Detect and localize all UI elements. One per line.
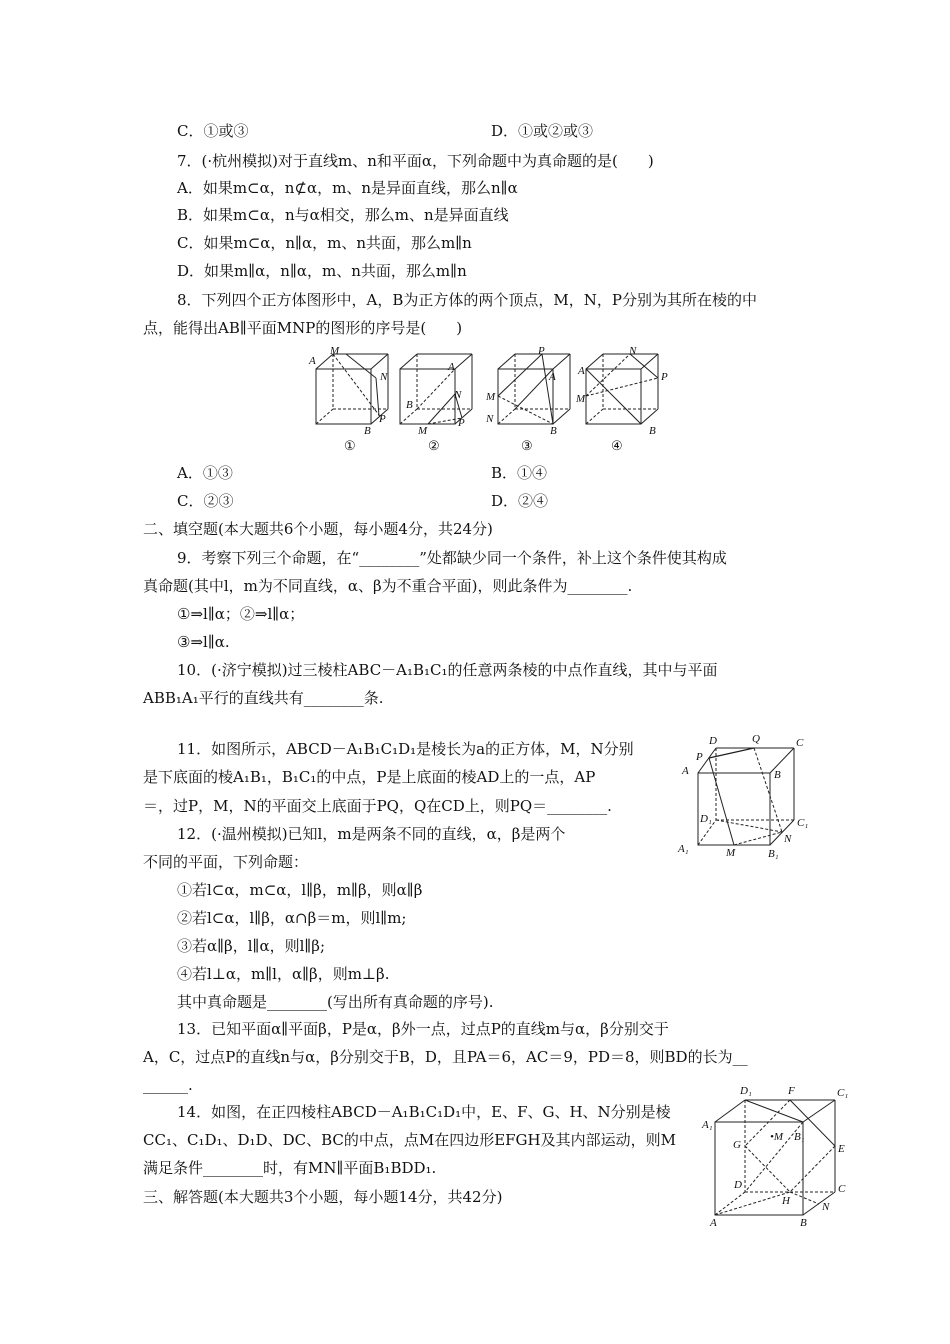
fig14-label: C [838, 1183, 846, 1195]
fig14-label: •M [770, 1131, 784, 1143]
fig14-label: B [800, 1217, 807, 1229]
q7-option-d: D．如果m∥α，n∥α，m、n共面，那么m∥n [177, 262, 467, 280]
fig14-label: G [733, 1139, 741, 1151]
q6-option-d: D．①或②或③ [491, 122, 594, 140]
fig11-label: N [784, 833, 792, 845]
q8-c3-label: P [538, 345, 545, 357]
q9-stem-1: 9．考察下列三个命题，在“________”处都缺少同一个条件，补上这个条件使其构成 [177, 549, 727, 567]
q14-prism-figure [700, 1080, 860, 1230]
q12-item-4: ④若l⊥α，m∥l，α∥β，则m⊥β. [177, 965, 390, 983]
fig14-label: D [734, 1179, 742, 1191]
q8-c3-label: N [486, 413, 494, 425]
fig11-label: C [796, 737, 804, 749]
q14-stem-3: 满足条件________时，有MN∥平面B₁BDD₁. [143, 1159, 437, 1177]
q13-stem-2: A，C，过点P的直线n与α，β分别交于B，D，且PA＝6，AC＝9，PD＝8，则BD的长为__ [143, 1048, 748, 1066]
q8-c4-number: ④ [611, 438, 623, 453]
fig14-label: F [788, 1085, 795, 1097]
q8-c4-label: N [629, 345, 637, 357]
fig11-label: C₁ [797, 817, 809, 829]
q9-items-2: ③⇒l∥α. [177, 633, 230, 651]
q11-stem-3: ＝，过P，M，N的平面交上底面于PQ，Q在CD上，则PQ＝________. [143, 797, 612, 815]
q10-stem-1: 10．(·济宁模拟)过三棱柱ABC－A₁B₁C₁的任意两条棱的中点作直线，其中与平面 [177, 661, 718, 679]
fig11-label: B [774, 769, 781, 781]
q7-option-c: C．如果m⊂α，n∥α，m、n共面，那么m∥n [177, 234, 472, 252]
q13-stem-3: ______. [143, 1076, 193, 1094]
q8-c4-label: B [649, 425, 656, 437]
q8-option-d: D．②④ [491, 492, 549, 510]
q8-c3-number: ③ [521, 438, 533, 453]
q11-stem-2: 是下底面的棱A₁B₁，B₁C₁的中点，P是上底面的棱AD上的一点，AP [143, 768, 596, 786]
q8-c1-label: M [330, 345, 340, 357]
q9-items-1: ①⇒l∥α；②⇒l∥α； [177, 605, 305, 623]
q8-c2-number: ② [428, 438, 440, 453]
q8-c1-label: A [309, 355, 316, 367]
q8-c1-label: P [379, 413, 386, 425]
q8-c2-label: M [418, 425, 428, 437]
q8-c1-number: ① [344, 438, 356, 453]
q7-option-a: A．如果m⊂α，n⊄α，m、n是异面直线，那么n∥α [177, 179, 518, 197]
q8-c4-label: A [578, 365, 585, 377]
fig14-label: C₁ [837, 1087, 849, 1099]
fig11-label: M [726, 847, 736, 859]
q8-c3-label: A [549, 371, 556, 383]
fig11-label: P [696, 751, 703, 763]
fig11-label: A₁ [678, 843, 689, 855]
fig11-label: A [682, 765, 689, 777]
q8-c1-label: N [380, 371, 388, 383]
q8-option-c: C．②③ [177, 492, 234, 510]
q9-stem-2: 真命题(其中l，m为不同直线，α、β为不重合平面)，则此条件为________. [143, 577, 633, 595]
q8-stem-1: 8．下列四个正方体图形中，A，B为正方体的两个顶点，M，N，P分别为其所在棱的中 [177, 291, 757, 309]
q10-stem-2: ABB₁A₁平行的直线共有________条. [143, 689, 384, 707]
q8-cubes-figure [306, 342, 676, 454]
fig11-label: B₁ [768, 848, 779, 860]
q8-stem-2: 点，能得出AB∥平面MNP的图形的序号是( ) [143, 319, 463, 337]
section-2-heading: 二、填空题(本大题共6个小题，每小题4分，共24分) [143, 520, 493, 538]
q14-stem-2: CC₁、C₁D₁、D₁D、DC、BC的中点，点M在四边形EFGH及其内部运动，则M [143, 1131, 676, 1149]
q8-c4-label: P [661, 371, 668, 383]
fig11-label: Q [752, 733, 760, 745]
fig14-label: B₁ [794, 1131, 805, 1143]
q8-c2-label: A [448, 361, 455, 373]
q7-option-b: B．如果m⊂α，n与α相交，那么m、n是异面直线 [177, 206, 509, 224]
q12-item-3: ③若α∥β，l∥α，则l∥β; [177, 937, 326, 955]
q8-c2-label: P [458, 417, 465, 429]
q6-option-c: C．①或③ [177, 122, 249, 140]
q12-prompt: 其中真命题是________(写出所有真命题的序号). [177, 993, 494, 1011]
fig14-label: N [822, 1201, 830, 1213]
fig11-label: D₁ [700, 813, 712, 825]
fig14-label: A₁ [702, 1119, 713, 1131]
q7-stem: 7．(·杭州模拟)对于直线m、n和平面α，下列命题中为真命题的是( ) [177, 152, 654, 170]
q8-c2-label: N [454, 389, 462, 401]
q8-c4-label: M [576, 393, 586, 405]
q11-stem-1: 11．如图所示，ABCD－A₁B₁C₁D₁是棱长为a的正方体，M，N分别 [177, 740, 634, 758]
q8-option-a: A．①③ [177, 464, 233, 482]
fig14-label: H [782, 1195, 790, 1207]
q8-c1-label: B [364, 425, 371, 437]
fig14-label: A [710, 1217, 717, 1229]
q8-c2-label: B [406, 399, 413, 411]
q12-stem-2: 不同的平面，下列命题： [143, 853, 309, 871]
q8-c3-label: B [550, 425, 557, 437]
fig11-label: D [709, 735, 717, 747]
q12-stem-1: 12．(·温州模拟)已知l，m是两条不同的直线，α，β是两个 [177, 825, 566, 843]
fig14-label: E [838, 1143, 845, 1155]
section-3-heading: 三、解答题(本大题共3个小题，每小题14分，共42分) [143, 1188, 503, 1206]
q12-item-1: ①若l⊂α，m⊂α，l∥β，m∥β，则α∥β [177, 881, 423, 899]
q13-stem-1: 13．已知平面α∥平面β，P是α，β外一点，过点P的直线m与α，β分别交于 [177, 1020, 669, 1038]
q14-stem-1: 14．如图，在正四棱柱ABCD－A₁B₁C₁D₁中，E、F、G、H、N分别是棱 [177, 1103, 671, 1121]
fig14-label: D₁ [740, 1085, 752, 1097]
q11-cube-figure [676, 728, 826, 860]
q12-item-2: ②若l⊂α，l∥β，α∩β＝m，则l∥m; [177, 909, 407, 927]
q8-option-b: B．①④ [491, 464, 548, 482]
q8-c3-label: M [486, 391, 496, 403]
